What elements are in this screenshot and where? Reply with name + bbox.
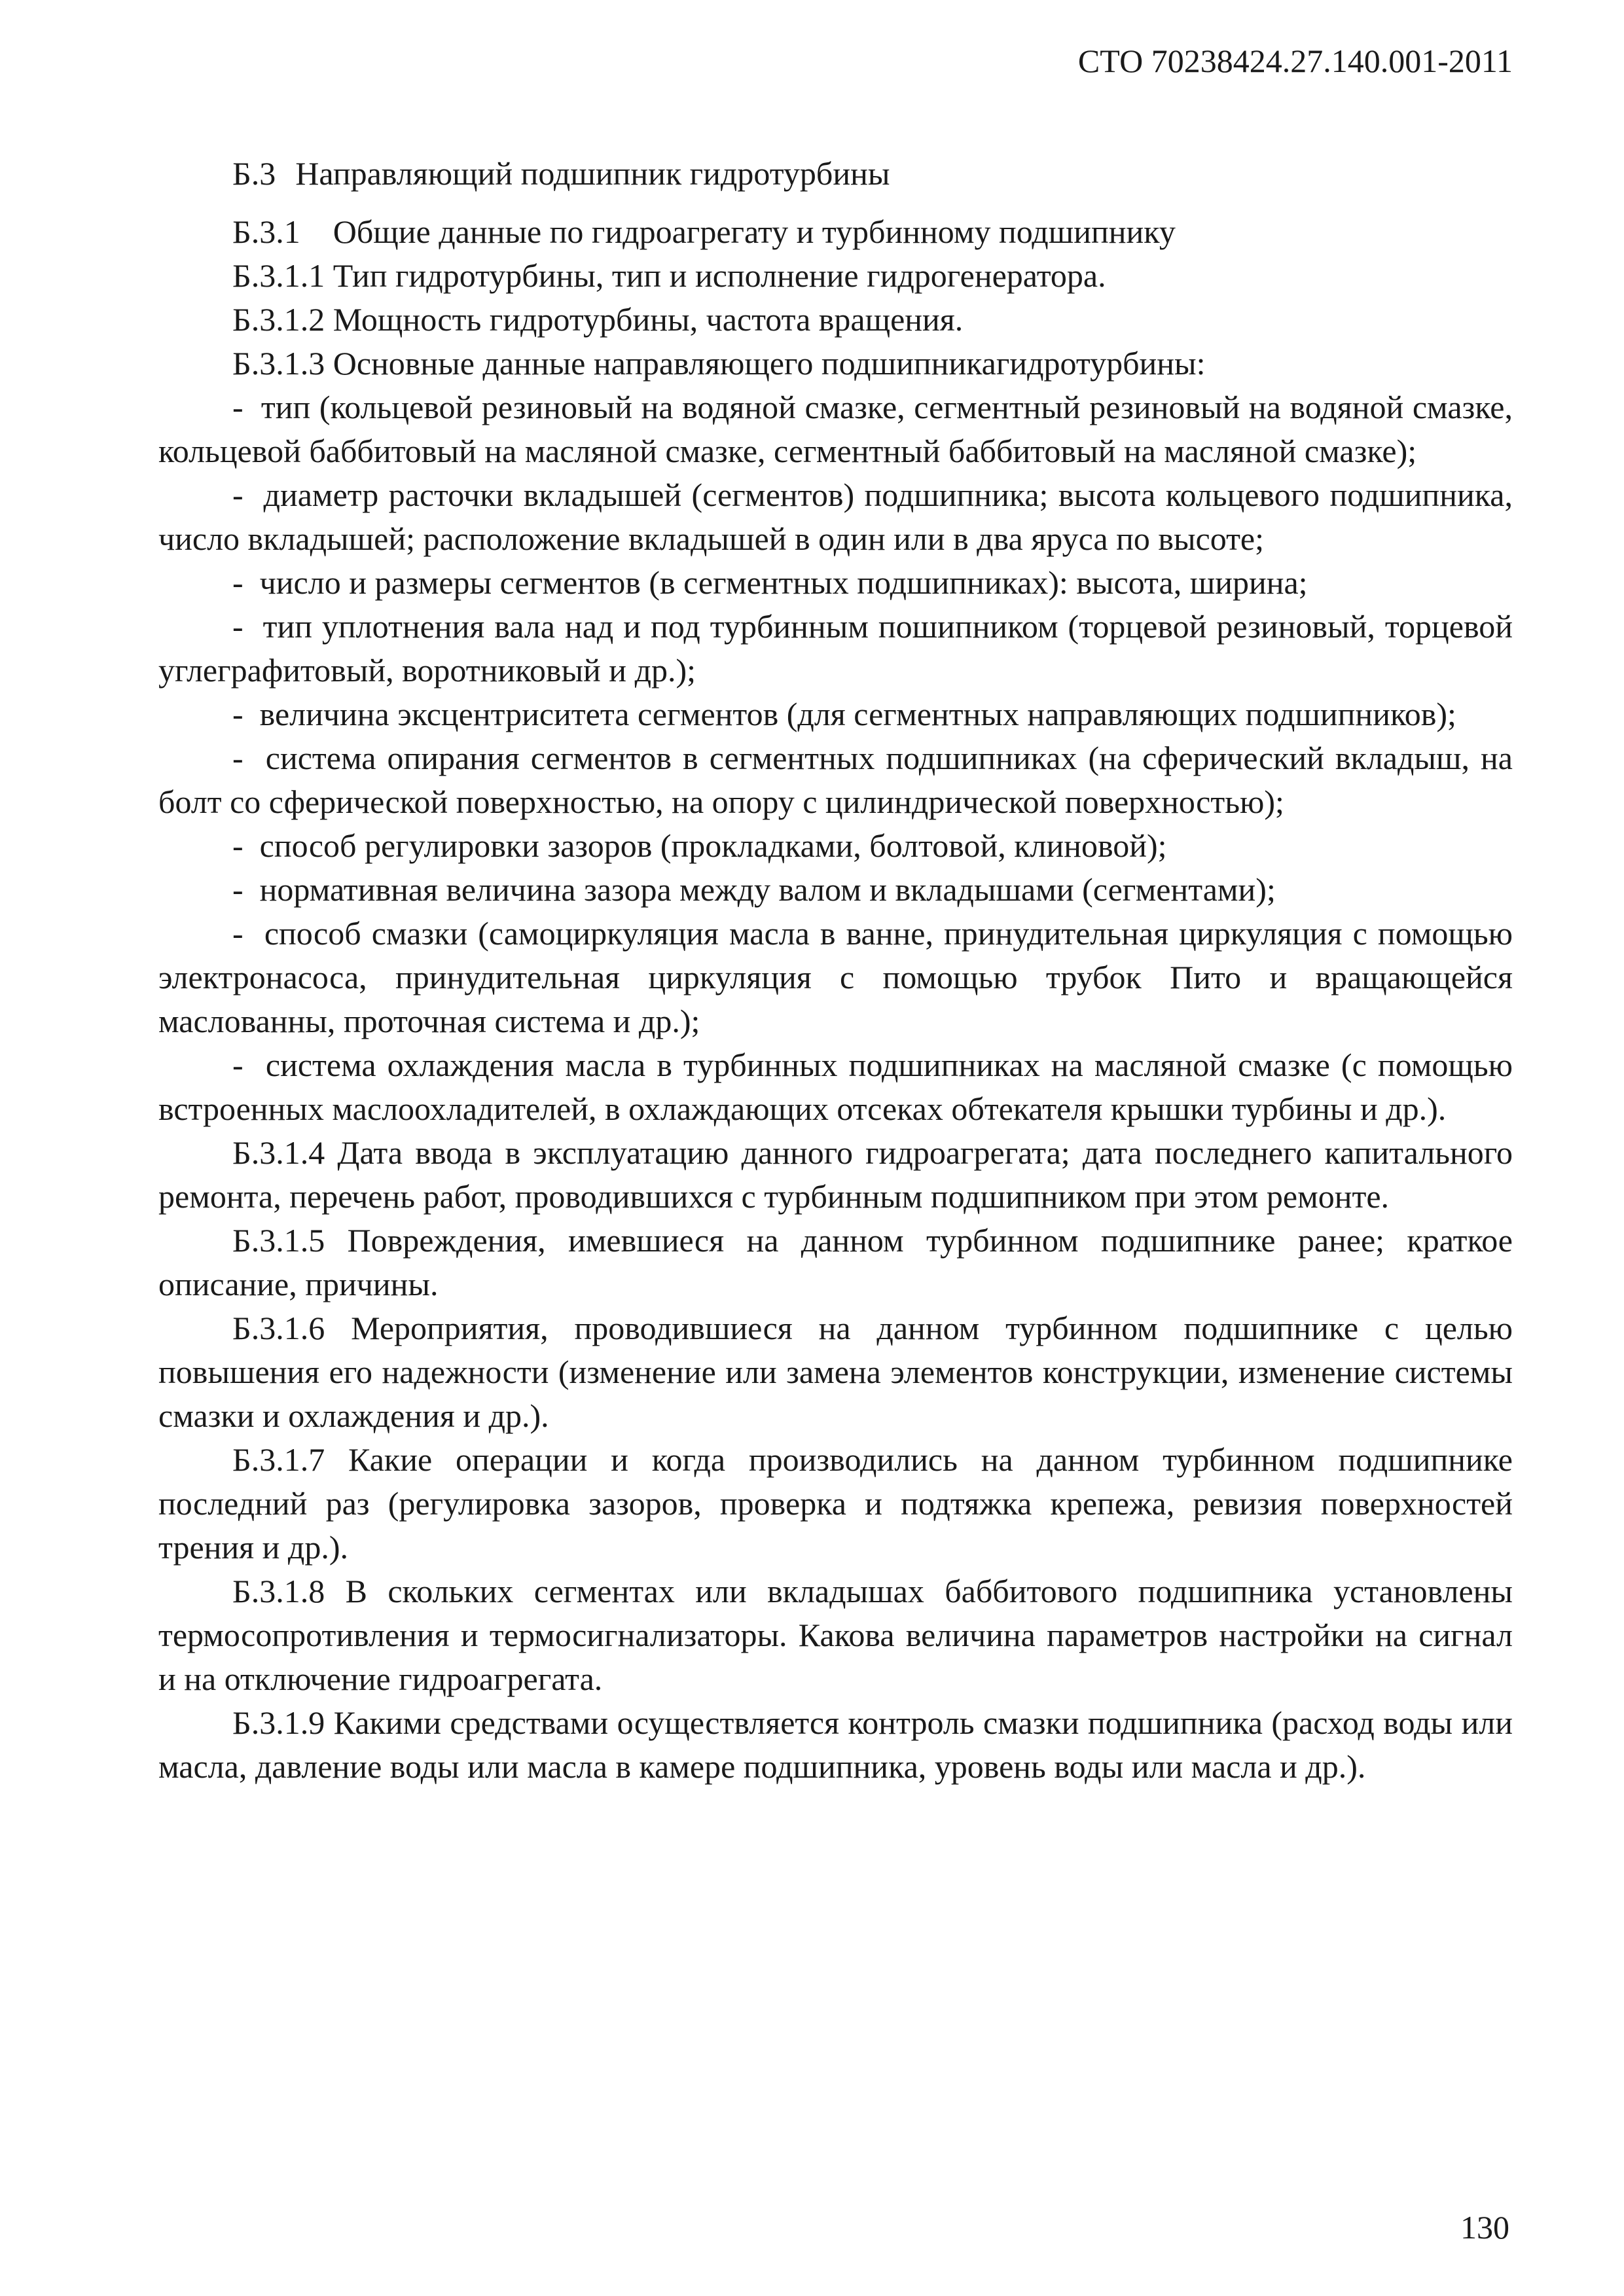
item-text: число и размеры сегментов (в сегментных подшипниках): высота, ширина;: [259, 564, 1308, 601]
section-heading: [158, 152, 1513, 196]
list-item: [158, 912, 1513, 1043]
item-text: Мощность гидротурбины, частота вращения.: [333, 301, 964, 338]
paragraph: [158, 254, 1513, 298]
item-text: величина эксцентриситета сегментов (для сегментных направляющих подшипников);: [259, 696, 1456, 732]
item-text: способ смазки (самоциркуляция масла в ванне, принудительная циркуляция с помощью электронасоса, принудительная циркуляция с помощью трубок Пито и вращающейся маслованны, проточная система и др.);: [158, 915, 1513, 1039]
list-item: [158, 473, 1513, 561]
list-dash: -: [232, 608, 244, 645]
document-body: [158, 152, 1513, 1789]
item-number: Б.3.1.3: [232, 345, 325, 382]
list-dash: -: [232, 476, 244, 513]
list-item: [158, 561, 1513, 605]
item-number: Б.3.1.5: [232, 1222, 325, 1259]
list-dash: -: [232, 871, 244, 908]
paragraph: [158, 1306, 1513, 1438]
paragraph: [158, 1438, 1513, 1570]
section-title: Направляющий подшипник гидротурбины: [295, 155, 890, 192]
paragraph: [158, 298, 1513, 342]
subsection-heading: [158, 210, 1513, 254]
page-number: 130: [1460, 2209, 1509, 2246]
item-number: Б.3.1.9: [232, 1704, 325, 1741]
paragraph: [158, 1131, 1513, 1219]
item-number: Б.3.1.8: [232, 1573, 325, 1609]
list-dash: -: [232, 564, 244, 601]
item-text: тип (кольцевой резиновый на водяной смазке, сегментный резиновый на водяной смазке, кольцевой баббитовый на масляной смазке, сегментный баббитовый на масляной смазке);: [158, 389, 1513, 469]
list-item: [158, 692, 1513, 736]
item-text: Дата ввода в эксплуатацию данного гидроагрегата; дата последнего капитального ремонта, перечень работ, проводившихся с турбинным подшипником при этом ремонте.: [158, 1134, 1513, 1215]
paragraph: [158, 1570, 1513, 1701]
item-text: способ регулировки зазоров (прокладками, болтовой, клиновой);: [259, 827, 1167, 864]
item-text: Какими средствами осуществляется контроль смазки подшипника (расход воды или масла, давление воды или масла в камере подшипника, уровень воды или масла и др.).: [158, 1704, 1513, 1785]
item-number: Б.3.1.6: [232, 1310, 325, 1346]
item-text: система опирания сегментов в сегментных подшипниках (на сферический вкладыш, на болт со сферической поверхностью, на опору с цилиндрической поверхностью);: [158, 740, 1513, 820]
list-dash: -: [232, 915, 244, 952]
item-text: Мероприятия, проводившиеся на данном турбинном подшипнике с целью повышения его надежности (изменение или замена элементов конструкции, изменение системы смазки и охлаждения и др.).: [158, 1310, 1513, 1434]
item-text: Основные данные направляющего подшипникагидротурбины:: [333, 345, 1206, 382]
list-dash: -: [232, 827, 244, 864]
list-item: [158, 605, 1513, 692]
item-number: Б.3.1: [232, 213, 300, 250]
item-text: Тип гидротурбины, тип и исполнение гидрогенератора.: [333, 257, 1106, 294]
list-dash: -: [232, 696, 244, 732]
list-dash: -: [232, 1047, 244, 1083]
item-number: Б.3.1.4: [232, 1134, 325, 1171]
list-item: [158, 386, 1513, 473]
item-number: Б.3.1.1: [232, 257, 325, 294]
list-item: [158, 824, 1513, 868]
list-dash: -: [232, 389, 244, 425]
item-text: Повреждения, имевшиеся на данном турбинном подшипнике ранее; краткое описание, причины.: [158, 1222, 1513, 1302]
list-item: [158, 868, 1513, 912]
item-text: Общие данные по гидроагрегату и турбинному подшипнику: [333, 213, 1176, 250]
item-number: Б.3.1.7: [232, 1441, 325, 1478]
document-code-header: СТО 70238424.27.140.001-2011: [1077, 43, 1513, 79]
paragraph: [158, 342, 1513, 386]
item-text: Какие операции и когда производились на данном турбинном подшипнике последний раз (регулировка зазоров, проверка и подтяжка крепежа, ревизия поверхностей трения и др.).: [158, 1441, 1513, 1566]
item-text: диаметр расточки вкладышей (сегментов) подшипника; высота кольцевого подшипника, число вкладышей; расположение вкладышей в один или в два яруса по высоте;: [158, 476, 1513, 557]
item-text: В скольких сегментах или вкладышах баббитового подшипника установлены термосопротивления и термосигнализаторы. Какова величина параметров настройки на сигнал и на отключение гидроагрегата.: [158, 1573, 1513, 1697]
item-text: нормативная величина зазора между валом и вкладышами (сегментами);: [259, 871, 1276, 908]
paragraph: [158, 1219, 1513, 1306]
paragraph: [158, 1701, 1513, 1789]
list-dash: -: [232, 740, 244, 776]
item-text: тип уплотнения вала над и под турбинным пошипником (торцевой резиновый, торцевой углеграфитовый, воротниковый и др.);: [158, 608, 1513, 689]
item-number: Б.3.1.2: [232, 301, 325, 338]
list-item: [158, 1043, 1513, 1131]
list-item: [158, 736, 1513, 824]
item-text: система охлаждения масла в турбинных подшипниках на масляной смазке (с помощью встроенных маслоохладителей, в охлаждающих отсеках обтекателя крышки турбины и др.).: [158, 1047, 1513, 1127]
section-number: Б.3: [232, 155, 276, 192]
